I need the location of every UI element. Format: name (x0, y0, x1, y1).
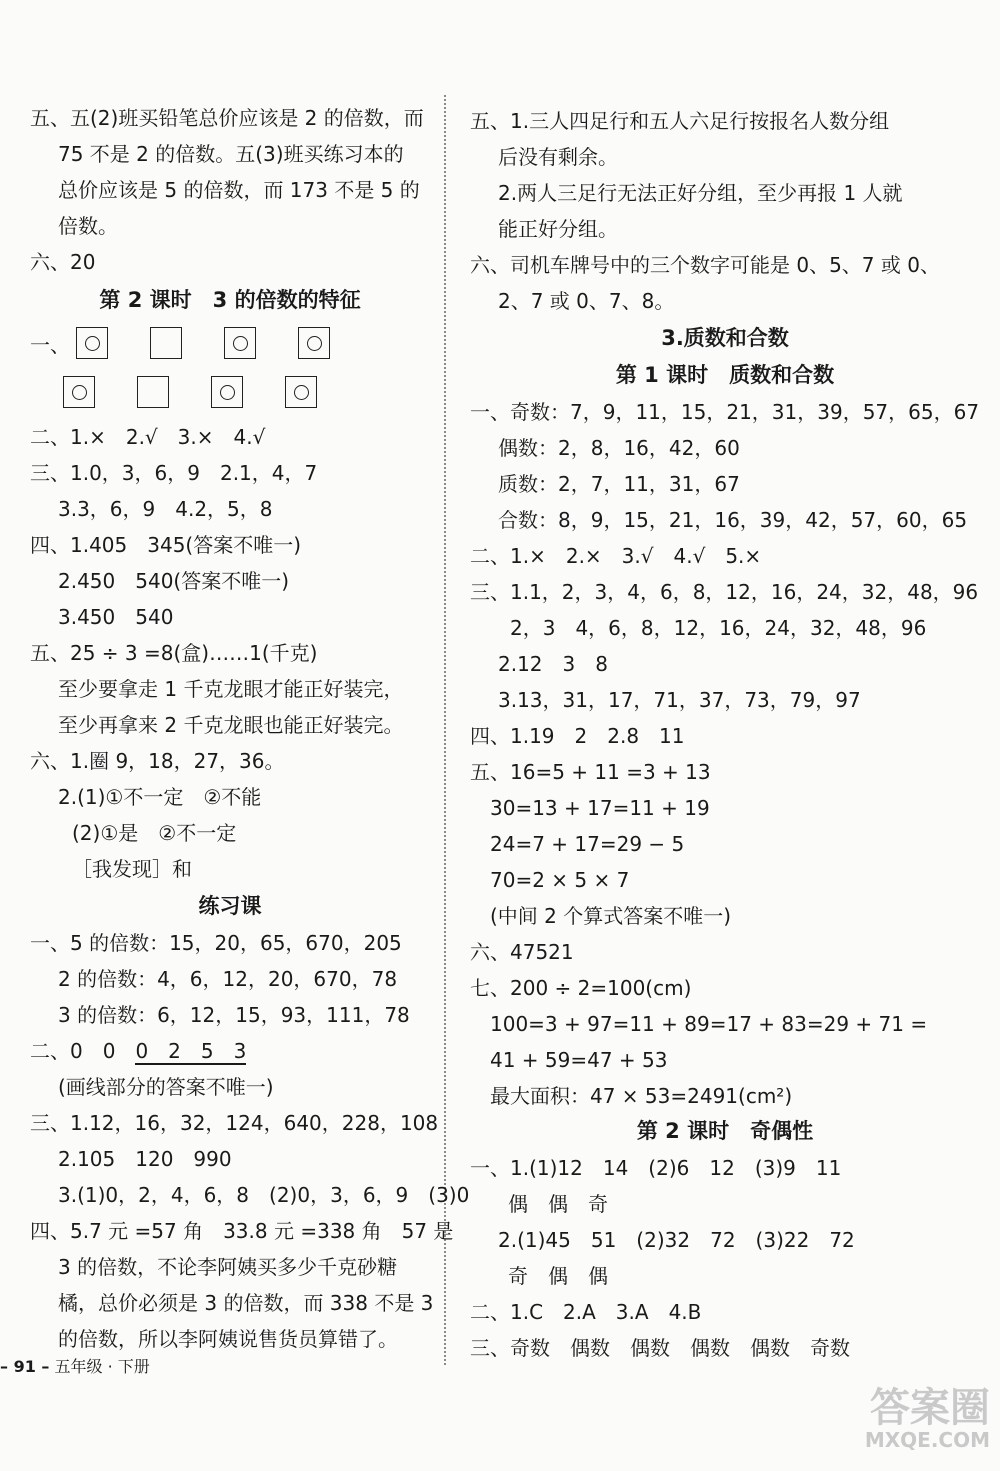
r5-line-3: 2.两人三足行无法正好分组，至少再报 1 人就 (498, 181, 903, 205)
q4-line-1: 四、1.405 345(答案不唯一) (30, 533, 302, 557)
s6-line: 六、20 (30, 250, 96, 274)
q1-label: 一、 (30, 332, 70, 357)
b1-line-3: 2.(1)45 51 (2)32 72 (3)22 72 (498, 1228, 855, 1252)
a1-line-1: 一、奇数：7，9，11，15，21，31，39，57，65，67 (470, 400, 980, 424)
q3-line-1: 三、1.0，3，6，9 2.1，4，7 (30, 461, 318, 485)
p1-line-1: 一、5 的倍数：15，20，65，670，205 (30, 931, 402, 955)
p3-line-3: 3.(1)0，2，4，6，8 (2)0，3，6，9 (3)0 (58, 1183, 470, 1207)
page-number: – 91 – (0, 1357, 50, 1376)
a5-line-4: 70=2 × 5 × 7 (490, 868, 630, 892)
a7-line-4: 最大面积：47 × 53=2491(cm²) (490, 1084, 793, 1108)
a5-line-1: 五、16=5 + 11 =3 + 13 (470, 760, 711, 784)
b3-line: 三、奇数 偶数 偶数 偶数 偶数 奇数 (470, 1336, 850, 1360)
page-footer (0, 1354, 150, 1377)
p4-line-4: 的倍数，所以李阿姨说售货员算错了。 (58, 1327, 398, 1351)
p3-line-1: 三、1.12，16，32，124，640，228，108 (30, 1111, 439, 1135)
q3-line-2: 3.3，6，9 4.2，5，8 (58, 497, 273, 521)
s5-line-4: 倍数。 (58, 214, 118, 238)
p2-prefix: 二、0 0 (30, 1039, 136, 1063)
p1-line-2: 2 的倍数：4，6，12，20，670，78 (58, 967, 398, 991)
watermark-logo: 答案圈 (870, 1385, 990, 1431)
q2-line: 二、1.× 2.√ 3.× 4.√ (30, 425, 266, 449)
circle-mark-icon (294, 385, 309, 400)
r5-line-2: 后没有剩余。 (498, 145, 618, 169)
a1-line-3: 质数：2，7，11，31，67 (498, 472, 740, 496)
a5-line-2: 30=13 + 17=11 + 19 (490, 796, 710, 820)
p3-line-2: 2.105 120 990 (58, 1147, 232, 1171)
p2-underlined-answer: 0 2 5 3 (135, 1039, 247, 1063)
p4-line-2: 3 的倍数，不论李阿姨买多少千克砂糖 (58, 1255, 398, 1279)
r5-line-1: 五、1.三人四足行和五人六足行按报名人数分组 (470, 109, 890, 133)
r6-line-1: 六、司机车牌号中的三个数字可能是 0、5、7 或 0、 (470, 253, 940, 277)
r6-line-2: 2、7 或 0、7、8。 (498, 289, 675, 313)
a7-line-2: 100=3 + 97=11 + 89=17 + 83=29 + 71 = (490, 1012, 928, 1036)
section-3-title: 3.质数和合数 (661, 326, 789, 350)
a3-line-2: 2，3 4，6，8，12，16，24，32，48，96 (510, 616, 927, 640)
s5-line-3: 总价应该是 5 的倍数，而 173 不是 5 的 (58, 178, 420, 202)
a3-line-1: 三、1.1，2，3，4，6，8，12，16，24，32，48，96 (470, 580, 979, 604)
circle-mark-icon (233, 336, 248, 351)
q5-line-3: 至少再拿来 2 千克龙眼也能正好装完。 (58, 713, 404, 737)
answer-box-empty (150, 327, 182, 359)
p4-line-3: 橘，总价必须是 3 的倍数，而 338 不是 3 (58, 1291, 434, 1315)
q5-line-1: 五、25 ÷ 3 =8(盒)……1(千克) (30, 641, 318, 665)
watermark-url: MXQE.COM (864, 1428, 990, 1452)
answer-box-empty (137, 376, 169, 408)
answer-box-circle (211, 376, 243, 408)
p2-note: (画线部分的答案不唯一) (58, 1075, 274, 1099)
s5-line-1: 五、五(2)班买铅笔总价应该是 2 的倍数，而 (30, 106, 424, 130)
lesson-2-title: 第 2 课时 3 的倍数的特征 (99, 288, 361, 312)
p2-line-1 (30, 1034, 246, 1068)
r5-line-4: 能正好分组。 (498, 217, 618, 241)
a7-line-3: 41 + 59=47 + 53 (490, 1048, 668, 1072)
q4-line-3: 3.450 540 (58, 605, 174, 629)
grade-label: 五年级 · 下册 (54, 1357, 150, 1376)
a1-line-4: 合数：8，9，15，21，16，39，42，57，60，65 (498, 508, 968, 532)
s5-line-2: 75 不是 2 的倍数。五(3)班买练习本的 (58, 142, 404, 166)
lesson-1-title: 第 1 课时 质数和合数 (615, 363, 835, 387)
a2-line: 二、1.× 2.× 3.√ 4.√ 5.× (470, 544, 762, 568)
a5-line-3: 24=7 + 17=29 − 5 (490, 832, 685, 856)
q1-boxes-row-2 (63, 376, 359, 408)
a6-line: 六、47521 (470, 940, 574, 964)
q5-line-2: 至少要拿走 1 千克龙眼才能正好装完， (58, 677, 404, 701)
a3-line-3: 2.12 3 8 (498, 652, 608, 676)
practice-title: 练习课 (198, 894, 262, 918)
circle-mark-icon (85, 336, 100, 351)
b1-line-4: 奇 偶 偶 (508, 1264, 608, 1288)
q6-line-3: (2)①是 ②不一定 (72, 821, 237, 845)
column-divider (444, 95, 446, 1365)
a3-line-4: 3.13，31，17，71，37，73，79，97 (498, 688, 861, 712)
a1-line-2: 偶数：2，8，16，42，60 (498, 436, 740, 460)
answer-box-circle (298, 327, 330, 359)
answer-box-circle (63, 376, 95, 408)
q1-boxes-row-1 (30, 327, 372, 359)
a5-note: (中间 2 个算式答案不唯一) (490, 904, 732, 928)
b2-line: 二、1.C 2.A 3.A 4.B (470, 1300, 702, 1324)
p4-line-1: 四、5.7 元 =57 角 33.8 元 =338 角 57 是 (30, 1219, 454, 1243)
q6-discovery: ［我发现］和 (72, 857, 192, 881)
circle-mark-icon (307, 336, 322, 351)
lesson-2-parity-title: 第 2 课时 奇偶性 (636, 1119, 814, 1143)
a7-line-1: 七、200 ÷ 2=100(cm) (470, 976, 692, 1000)
b1-line-1: 一、1.(1)12 14 (2)6 12 (3)9 11 (470, 1156, 842, 1180)
answer-box-circle (76, 327, 108, 359)
q6-line-2: 2.(1)①不一定 ②不能 (58, 785, 262, 809)
q4-line-2: 2.450 540(答案不唯一) (58, 569, 290, 593)
answer-box-circle (224, 327, 256, 359)
circle-mark-icon (220, 385, 235, 400)
q6-line-1: 六、1.圈 9，18，27，36。 (30, 749, 285, 773)
circle-mark-icon (72, 385, 87, 400)
answer-box-circle (285, 376, 317, 408)
b1-line-2: 偶 偶 奇 (508, 1192, 608, 1216)
p1-line-3: 3 的倍数：6，12，15，93，111，78 (58, 1003, 410, 1027)
a4-line: 四、1.19 2 2.8 11 (470, 724, 685, 748)
